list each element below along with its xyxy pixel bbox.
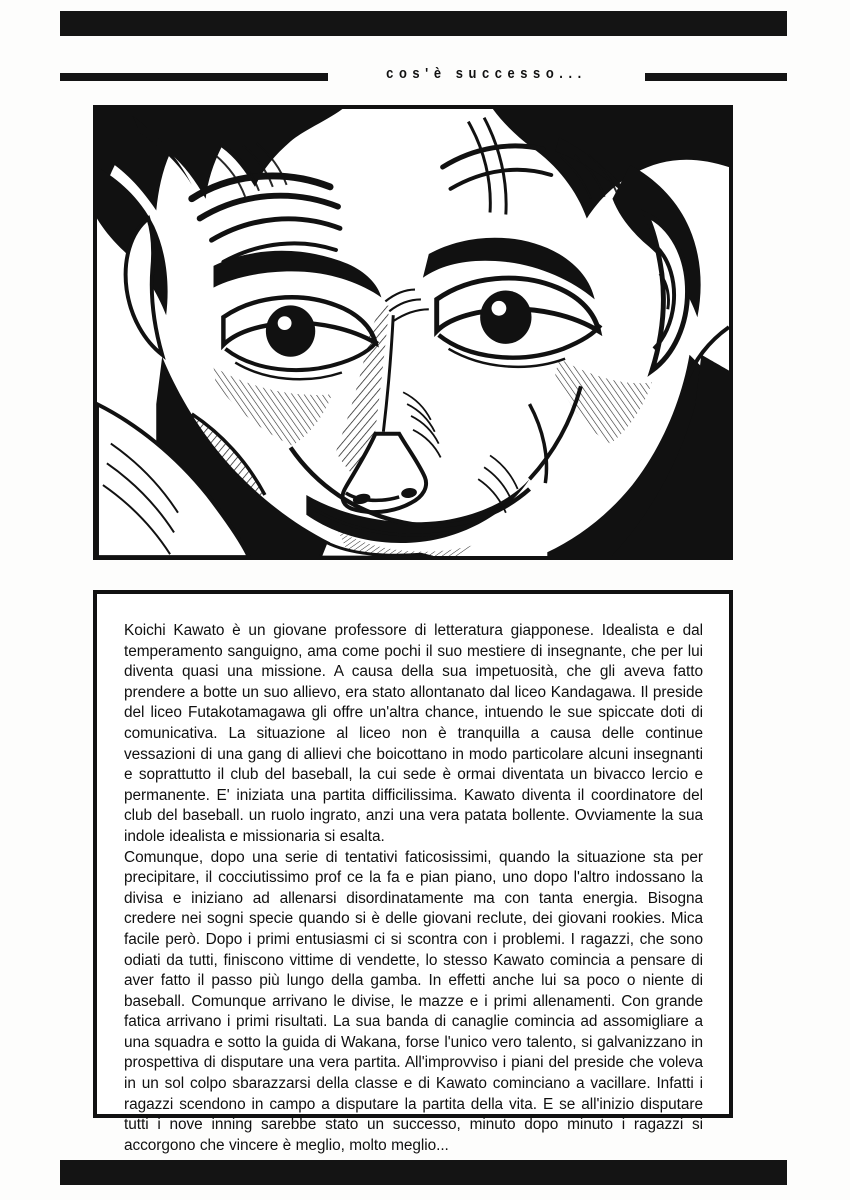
synopsis-paragraph-2: Comunque, dopo una serie di tentativi faticosissimi, quando la situazione sta per precipitare, il cocciutissimo prof ce la fa e pian piano, uno dopo l'altro indossano la divisa e iniziano ad allenarsi disordinatamente ma con tanta energia. Bisogna credere nei sogni specie quando si è delle giovani reclute, dei giovani rookies. Mica facile però. Dopo i primi entusiasmi ci si scontra con i problemi. I ragazzi, che sono odiati da tutti, finiscono vittime di vendette, lo stesso Kawato comincia a pensare di aver fatto il passo più lungo della gamba. In effetti anche lui sa poco o niente di baseball. Comunque arrivano le divise, le mazze e i primi allenamenti. Con grande fatica arrivano i primi risultati. La sua banda di canaglie comincia ad assomigliare a una squadra e sotto la guida di Wakana, forse l'unico vero talento, si galvanizzano in prospettiva di disputare una vera partita. All'improvviso i piani del preside che voleva in un sol colpo sbarazzarsi della classe e di Kawato cominciano a vacillare. Infatti i ragazzi scendono in campo a disputare la partita della vita. E se all'inizio disputare tutti i nove inning sarebbe stato un successo, minuto dopo minuto i ragazzi si accorgono che vincere è meglio, molto meglio... xyxy=(124,848,703,1154)
title-rule-left xyxy=(60,73,328,81)
top-decorative-bar xyxy=(60,11,787,36)
synopsis-paragraph-1: Koichi Kawato è un giovane professore di letteratura giapponese. Idealista e dal temperamento sanguigno, ama come pochi il suo mestiere di insegnante, che per lui diventa quasi una missione. A causa della sua impetuosità, che gli aveva fatto prendere a botte un suo allievo, era stato allontanato dal liceo Kandagawa. Il preside del liceo Futakotamagawa gli offre un'altra chance, intuendo le sue spiccate doti di comunicativa. La situazione al liceo non è tranquilla a causa delle continue vessazioni di una gang di allievi che boicottano in modo particolare alcuni insegnanti e soprattutto il club del baseball, la cui sede è ormai diventata un bivacco lercio e permanente. E' iniziata una partita difficilissima. Kawato diventa il coordinatore del club del baseball. un ruolo ingrato, anzi una vera patata bollente. Ovviamente la sua indole idealista e missionaria si esalta. xyxy=(124,622,703,845)
synopsis-text-panel xyxy=(93,590,733,1154)
page-title: cos'è successo... xyxy=(386,65,587,82)
manga-art-panel xyxy=(93,105,733,560)
bottom-decorative-bar xyxy=(60,1160,787,1185)
title-rule-right xyxy=(645,73,787,81)
synopsis-text-container xyxy=(97,594,729,1156)
title-row xyxy=(60,65,787,86)
manga-portrait-illustration xyxy=(97,109,729,556)
